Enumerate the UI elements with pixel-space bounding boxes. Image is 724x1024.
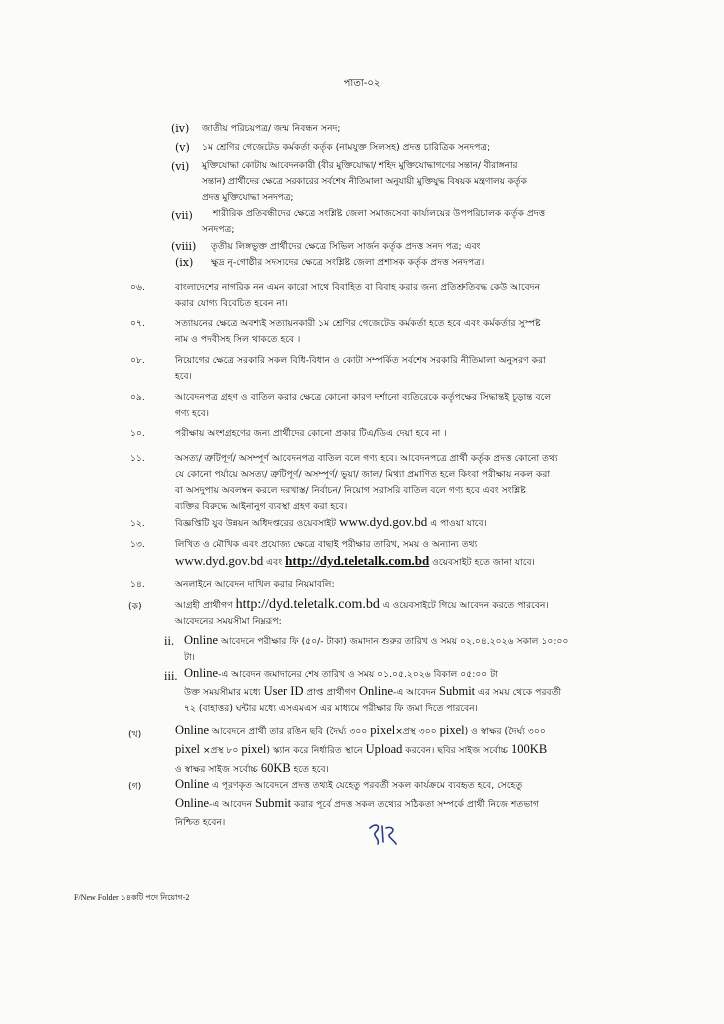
list-text-vii: শারীরিক প্রতিবন্ধীদের ক্ষেত্রে সংশ্লিষ্ট জেলা সমাজসেবা কার্যালয়ের উপপরিচালক কর্তৃক প্রদত্ত সনদপত্র;	[202, 208, 546, 235]
list-label-v: (v)	[175, 141, 190, 154]
subitem-label: (ক)	[128, 601, 142, 612]
page-number: পাতা-০২	[343, 78, 381, 89]
footer-path: F/New Folder ১৪কটি পদে নিয়োগ-2	[74, 893, 190, 902]
list-label-vi: (vi)	[171, 160, 190, 173]
item-text: অসত্য/ ত্রুটিপূর্ণ/ অসম্পূর্ণ আবেদনপত্র বাতিল বলে গণ্য হবে। আবেদনপত্রে প্রার্থী কর্তৃক প্রদত্ত কোনো তথ্য যে কোনো পর্যায়ে অসত্য/ ত্রুটিপূর্ণ/ অসম্পূর্ণ/ ভুয়া/ জাল/ মিথ্যা প্রমাণিত হলে কিংবা পরীক্ষায় নকল করা বা অসদুপায় অবলম্বন করলে দরখাস্ত/ নির্বাচন/ নিয়োগ সরাসরি বাতিল বলে গণ্য হবে এবং সংশ্লিষ্ট ব্যক্তির বিরুদ্ধে আইনানুগ ব্যবস্থা গ্রহণ করা হবে।	[175, 453, 558, 512]
item-number: ১১.	[130, 453, 145, 464]
website-link[interactable]: www.dyd.gov.bd	[339, 514, 428, 529]
list-text-vi: মুক্তিযোদ্ধা কোটায় আবেদনকারী (বীর মুক্তিযোদ্ধা/ শহিদ মুক্তিযোদ্ধাগণের সন্তান/ বীরাঙ্গনার সন্তান) প্রার্থীদের ক্ষেত্রে সরকারের সর্বশেষ নীতিমালা অনুযায়ী মুক্তিযুদ্ধ বিষয়ক মন্ত্রণালয় কর্তৃক প্রদত্ত মুক্তিযোদ্ধা সনদপত্র;	[202, 160, 527, 203]
subitem-text: আগ্রহী প্রার্থীগণ http://dyd.teletalk.com.bd এ ওয়েবসাইটে গিয়ে আবেদন করতে পারবেন। আবেদনের সময়সীমা নিম্নরূপ:	[175, 597, 549, 627]
item-number: ০৮.	[130, 355, 145, 366]
item-text: অনলাইনে আবেদন দাখিল করার নিয়মাবলি:	[175, 579, 335, 590]
list-label-vii: (vii)	[171, 209, 193, 222]
item-number: ১৩.	[130, 539, 145, 550]
item-number: ১২.	[130, 518, 145, 529]
item-text: নিয়োগের ক্ষেত্রে সরকারি সকল বিধি-বিধান ও কোটা সম্পর্কিত সর্বশেষ সরকারি নীতিমালা অনুসরণ করা হবে।	[175, 355, 546, 382]
list-text-v: ১ম শ্রেণির গেজেটেড কর্মকর্তা কর্তৃক (নামযুক্ত সিলসহ) প্রদত্ত চারিত্রিক সনদপত্র;	[202, 142, 491, 153]
subitem-text: Online-এ আবেদন জমাদানের শেষ তারিখ ও সময় ০১.০৫.২০২৬ বিকাল ০৫:০০ টা উক্ত সময়সীমার মধ্যে User ID প্রাপ্ত প্রার্থীগণ Online-এ আবেদন Submit এর সময় থেকে পরবর্তী ৭২ (বাহাত্তর) ঘন্টার মধ্যে এসএমএস এর মাধ্যমে পরীক্ষার ফি জমা দিতে পারবেন।	[184, 666, 562, 714]
subitem-label: (গ)	[128, 781, 142, 792]
list-text-iv: জাতীয় পরিচয়পত্র/ জন্ম নিবন্ধন সনদ;	[202, 123, 341, 134]
item-text: বিজ্ঞপ্তিটি যুব উন্নয়ন অধিদপ্তরের ওয়েবসাইট www.dyd.gov.bd এ পাওয়া যাবে।	[175, 514, 487, 529]
subitem-text: Online আবেদনে পরীক্ষার ফি (৫০/- টাকা) জমাদান শুরুর তারিখ ও সময় ০২.০৪.২০২৬ সকাল ১০:০০ টা।	[184, 633, 569, 663]
item-number: ১৪.	[130, 579, 145, 590]
subitem-label: iii.	[164, 669, 178, 683]
item-number: ০৭.	[130, 318, 145, 329]
website-link[interactable]: www.dyd.gov.bd	[175, 553, 264, 568]
item-text: বাংলাদেশের নাগরিক নন এমন কারো সাথে বিবাহিত বা বিবাহ করার জন্য প্রতিশ্রুতিবদ্ধ কেউ আবেদন করার যোগ্য বিবেচিত হবেন না।	[175, 282, 541, 309]
list-text-viii: তৃতীয় লিঙ্গভুক্ত প্রার্থীদের ক্ষেত্রে সিভিল সার্জন কর্তৃক প্রদত্ত সনদ পত্র; এবং	[211, 241, 481, 252]
subitem-text: Online এ পূরণকৃত আবেদনে প্রদত্ত তথ্যই যেহেতু পরবর্তী সকল কার্যক্রমে ব্যবহৃত হবে, সেহেতু Online-এ আবেদন Submit করার পূর্বে প্রদত্ত সকল তথ্যের সঠিকতা সম্পর্কে প্রার্থী নিজে শতভাগ নিশ্চিত হবেন।	[175, 777, 539, 828]
subitem-label: (খ)	[128, 729, 142, 740]
item-number: ০৯.	[130, 392, 145, 403]
teletalk-link[interactable]: http://dyd.teletalk.com.bd	[235, 597, 380, 612]
list-label-viii: (viii)	[171, 240, 197, 253]
item-text: সত্যায়নের ক্ষেত্রে অবশ্যই সত্যায়নকারী ১ম শ্রেণির গেজেটেড কর্মকর্তা হতে হবে এবং কর্মকর্তার সুস্পষ্ট নাম ও পদবীসহ সিল থাকতে হবে ।	[175, 318, 541, 345]
list-label-ix: (ix)	[175, 256, 194, 269]
teletalk-link[interactable]: http://dyd.teletalk.com.bd	[285, 553, 430, 568]
list-text-ix: ক্ষুদ্র নৃ-গোষ্ঠীর সদস্যদের ক্ষেত্রে সংশ্লিষ্ট জেলা প্রশাসক কর্তৃক প্রদত্ত সনদপত্র।	[211, 257, 485, 268]
item-text: পরীক্ষায় অংশগ্রহণের জন্য প্রার্থীদের কোনো প্রকার টিএ/ডিএ দেয়া হবে না ।	[175, 428, 447, 439]
item-number: ০৬.	[130, 282, 145, 293]
subitem-label: ii.	[164, 634, 175, 648]
signature-image	[366, 820, 400, 850]
subitem-text: Online আবেদনে প্রার্থী তার রঙিন ছবি (দৈর্ঘ্য ৩০০ pixel×প্রস্থ ৩০০ pixel) ও স্বাক্ষর (দৈর্ঘ্য ৩০০ pixel ×প্রস্থ ৮০ pixel) স্ক্যান করে নির্ধারিত স্থানে Upload করবেন। ছবির সাইজ সর্বোচ্চ 100KB ও স্বাক্ষর সাইজ সর্বোচ্চ 60KB হতে হবে।	[175, 723, 548, 775]
item-number: ১০.	[130, 428, 145, 439]
list-label-iv: (iv)	[171, 122, 190, 135]
item-text: আবেদনপত্র গ্রহণ ও বাতিল করার ক্ষেত্রে কোনো কারণ দর্শানো ব্যতিরেকে কর্তৃপক্ষের সিদ্ধান্তই চূড়ান্ত বলে গণ্য হবে।	[175, 392, 552, 419]
item-text: লিখিত ও মৌখিক এবং প্রযোজ্য ক্ষেত্রে বাছাই পরীক্ষার তারিখ, সময় ও অন্যান্য তথ্য www.dyd.gov.bd এবং http://dyd.teletalk.com.bd ওয়েবসাইট হতে জানা যাবে।	[175, 539, 535, 568]
